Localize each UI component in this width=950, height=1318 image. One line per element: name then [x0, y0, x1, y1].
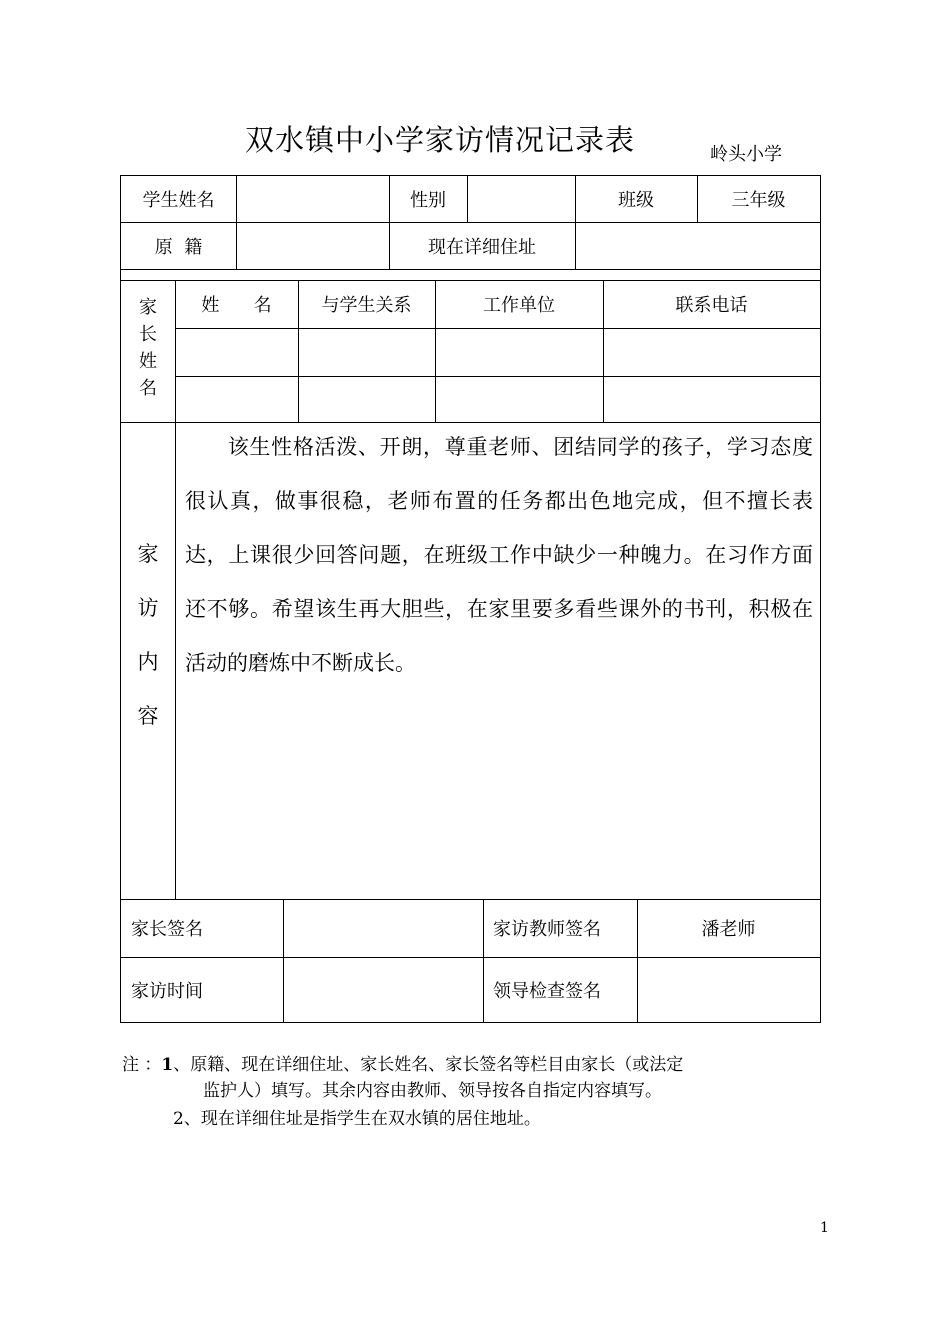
parent-header-phone: 联系电话	[675, 295, 748, 316]
parent-row-1-relation[interactable]	[298, 328, 435, 376]
parent-header-relation: 与学生关系	[321, 295, 412, 316]
parent-row-2-relation[interactable]	[298, 376, 435, 422]
parent-header-name: 姓 名	[201, 295, 272, 316]
note-item-1-line-1: 注 ：1、原籍、现在详细住址、家长姓名、家长签名等栏目由家长（或法定	[122, 1055, 684, 1075]
form-title: 双水镇中小学家访情况记录表	[245, 123, 636, 157]
class-label: 班级	[618, 190, 654, 211]
school-name: 岭头小学	[710, 144, 782, 165]
teacher-sign-field[interactable]: 潘老师	[701, 919, 756, 940]
address-field[interactable]	[575, 222, 820, 269]
gender-field[interactable]	[467, 176, 575, 222]
parent-row-2-name[interactable]	[175, 376, 298, 422]
leader-sign-field[interactable]	[637, 957, 820, 1022]
visit-section-label: 家 访 内 容	[137, 542, 159, 728]
note-item-2: 2、现在详细住址是指学生在双水镇的居住地址。	[173, 1109, 541, 1129]
teacher-sign-label: 家访教师签名	[493, 919, 601, 940]
gender-label: 性别	[410, 190, 446, 211]
parent-row-2-work[interactable]	[435, 376, 603, 422]
parent-row-1-phone[interactable]	[603, 328, 820, 376]
visit-content[interactable]	[185, 420, 813, 690]
note-item-1-line-2: 监护人）填写。其余内容由教师、领导按各自指定内容填写。	[203, 1081, 662, 1101]
parent-sign-field[interactable]	[283, 899, 483, 957]
student-name-field[interactable]	[236, 176, 389, 222]
parent-row-2-phone[interactable]	[603, 376, 820, 422]
parent-row-1-work[interactable]	[435, 328, 603, 376]
page-number: 1	[820, 1220, 829, 1236]
visit-time-label: 家访时间	[131, 980, 203, 1002]
student-name-label: 学生姓名	[142, 190, 215, 211]
parent-row-1-name[interactable]	[175, 328, 298, 376]
visit-content-text: 该生性格活泼、开朗，尊重老师、团结同学的孩子，学习态度很认真，做事很稳，老师布置的任务都出色地完成，但不擅长表达，上课很少回答问题，在班级工作中缺少一种魄力。在习作方面还不够。希望该生再大胆些，在家里要多看些课外的书刊，积极在活动的磨炼中不断成长。	[185, 435, 813, 675]
parent-sign-label: 家长签名	[131, 919, 203, 940]
class-field[interactable]: 三年级	[731, 190, 786, 211]
parent-header-work: 工作单位	[483, 295, 555, 316]
leader-sign-label: 领导检查签名	[493, 980, 601, 1002]
parent-section-label: 家 长 姓 名	[139, 297, 157, 399]
origin-field[interactable]	[236, 222, 389, 269]
address-label: 现在详细住址	[428, 236, 536, 258]
origin-label: 原 籍	[154, 236, 203, 258]
visit-time-field[interactable]	[283, 957, 483, 1022]
